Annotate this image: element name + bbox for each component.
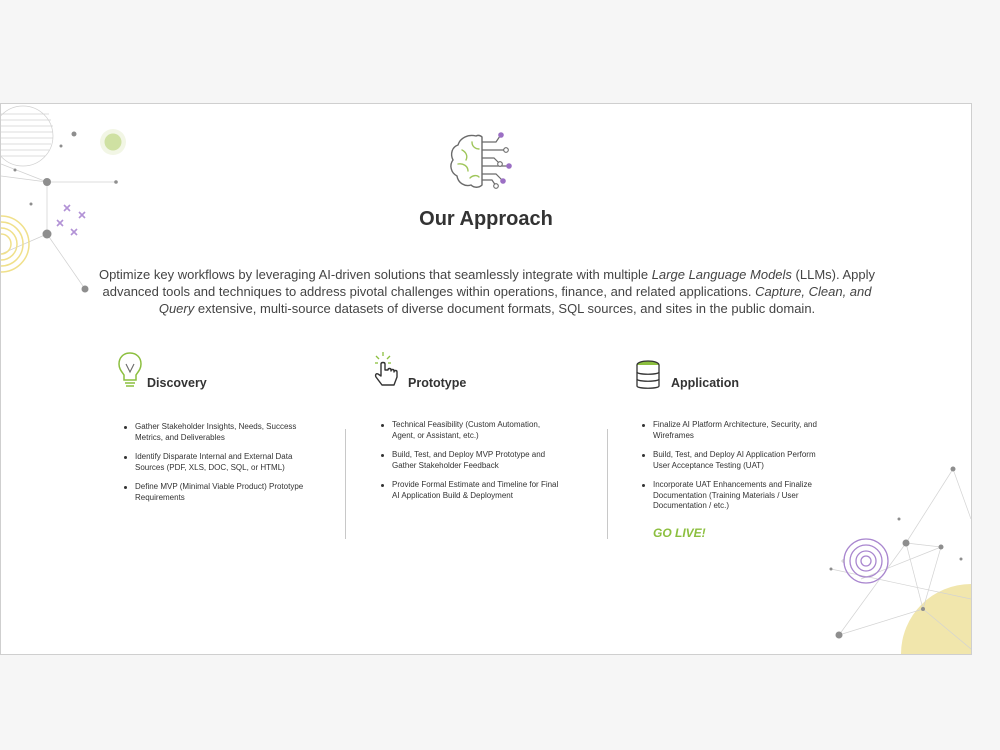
application-title: Application — [671, 376, 740, 390]
prototype-column — [373, 350, 603, 500]
list-item: Gather Stakeholder Insights, Needs, Success Metrics, and Deliverables — [124, 422, 304, 443]
application-list — [642, 420, 822, 521]
list-item: Technical Feasibility (Custom Automation, Agent, or Assistant, etc.) — [381, 420, 561, 441]
slide — [0, 103, 972, 655]
list-item: Incorporate UAT Enhancements and Finalize Documentation (Training Materials / User Documentation / etc.) — [642, 480, 822, 512]
prototype-title: Prototype — [408, 376, 467, 390]
discovery-column — [116, 350, 346, 502]
prototype-list — [381, 420, 561, 510]
prototype-header — [373, 350, 603, 394]
brain-circuit-icon — [446, 130, 520, 192]
list-item: Define MVP (Minimal Viable Product) Prototype Requirements — [124, 482, 304, 503]
database-icon — [634, 360, 662, 392]
pointing-hand-icon — [373, 350, 401, 390]
application-column — [634, 350, 864, 510]
column-divider — [607, 429, 608, 539]
list-item: Build, Test, and Deploy MVP Prototype and Gather Stakeholder Feedback — [381, 450, 561, 471]
list-item: Provide Formal Estimate and Timeline for Final AI Application Build & Deployment — [381, 480, 561, 501]
list-item: Identify Disparate Internal and External Data Sources (PDF, XLS, DOC, SQL, or HTML) — [124, 452, 304, 473]
application-header — [634, 350, 864, 394]
lightbulb-icon — [116, 350, 144, 390]
discovery-list — [124, 422, 304, 512]
list-item: Build, Test, and Deploy AI Application Perform User Acceptance Testing (UAT) — [642, 450, 822, 471]
discovery-title: Discovery — [147, 376, 207, 390]
page-title: Our Approach — [419, 208, 553, 230]
discovery-header — [116, 350, 346, 394]
intro-paragraph: Optimize key workflows by leveraging AI-driven solutions that seamlessly integrate with multiple Large Language Models (LLMs). Apply advanced tools and techniques to address pivotal challenges within operations, finance, and related applications. Capture, Clean, and Query extensive, multi-source datasets of diverse document formats, SQL sources, and sites in the public domain. — [98, 267, 876, 316]
list-item: Finalize AI Platform Architecture, Security, and Wireframes — [642, 420, 822, 441]
column-divider — [345, 429, 346, 539]
network-decoration-right — [821, 459, 971, 654]
go-live-label: GO LIVE! — [653, 526, 706, 540]
